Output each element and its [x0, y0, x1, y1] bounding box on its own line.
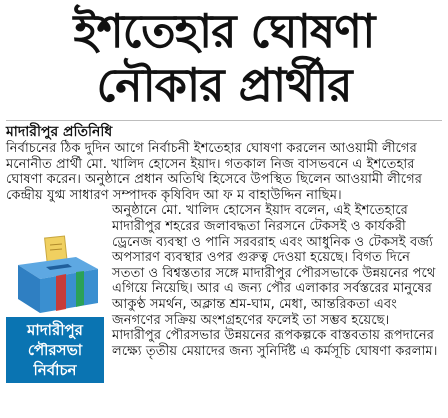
headline [0, 4, 448, 112]
headline-line-1: ইশতেহার ঘোষণা [73, 4, 375, 58]
byline: মাদারীপুর প্রতিনিধি [6, 124, 113, 140]
headline-line-2: নৌকার প্রার্থীর [96, 58, 352, 112]
paragraph-1: নির্বাচনের ঠিক দুদিন আগে নির্বাচনী ইশতেহার ঘোষণা করলেন আওয়ামী লীগের মনোনীত প্রার্থী মো. খালিদ হোসেন ইয়াদ। গতকাল নিজ বাসভবনে এ ইশতেহার ঘোষণা করেন। অনুষ্ঠানে প্রধান অতিথি হিসেবে উপস্থিত ছিলেন আওয়ামী লীগের কেন্দ্রীয় যুগ্ম সাধারণ সম্পাদক কৃষিবিদ আ ফ ম বাহাউদ্দিন নাছিম। [6, 141, 422, 203]
article-body [6, 141, 442, 383]
divider [6, 120, 442, 121]
graphic-caption [6, 317, 104, 383]
caption-line-1: মাদারীপুর [27, 321, 83, 340]
election-graphic [6, 231, 104, 383]
caption-line-2: পৌরসভা [27, 341, 83, 360]
caption-line-3: নির্বাচন [33, 361, 77, 380]
paragraph-2: অনুষ্ঠানে মো. খালিদ হোসেন ইয়াদ বলেন, এই ইশতেহারে মাদারীপুর শহরের জলাবদ্ধতা নিরসনে টেকসই ও কার্যকরী ড্রেনেজ ব্যবস্থা ও পানি সরবরাহ এবং আধুনিক ও টেকসই বর্জ্য অপসারণ ব্যবস্থার ওপর গুরুত্ব দেওয়া হয়েছে। বিগত দিনে সততা ও বিশ্বস্ততার সঙ্গে মাদারীপুর পৌরসভাকে উন্নয়নের পথে এগিয়ে নিয়েছি। আর এ জন্য পৌর এলাকার সর্বস্তরের মানুষের আকুণ্ঠ সমর্থন, অক্লান্ত শ্রম-ঘাম, মেধা, আন্তরিকতা এবং জনগণের সক্রিয় অংশগ্রহণের ফলেই তা সম্ভব হয়েছে। মাদারীপুর পৌরসভার উন্নয়নের রূপকল্পকে বাস্তবতায় রূপদানের লক্ষ্যে তৃতীয় মেয়াদের জন্য সুনির্দিষ্ট এ কর্মসূচি ঘোষণা করলাম। [112, 203, 438, 359]
ballot-box-icon [6, 231, 104, 317]
